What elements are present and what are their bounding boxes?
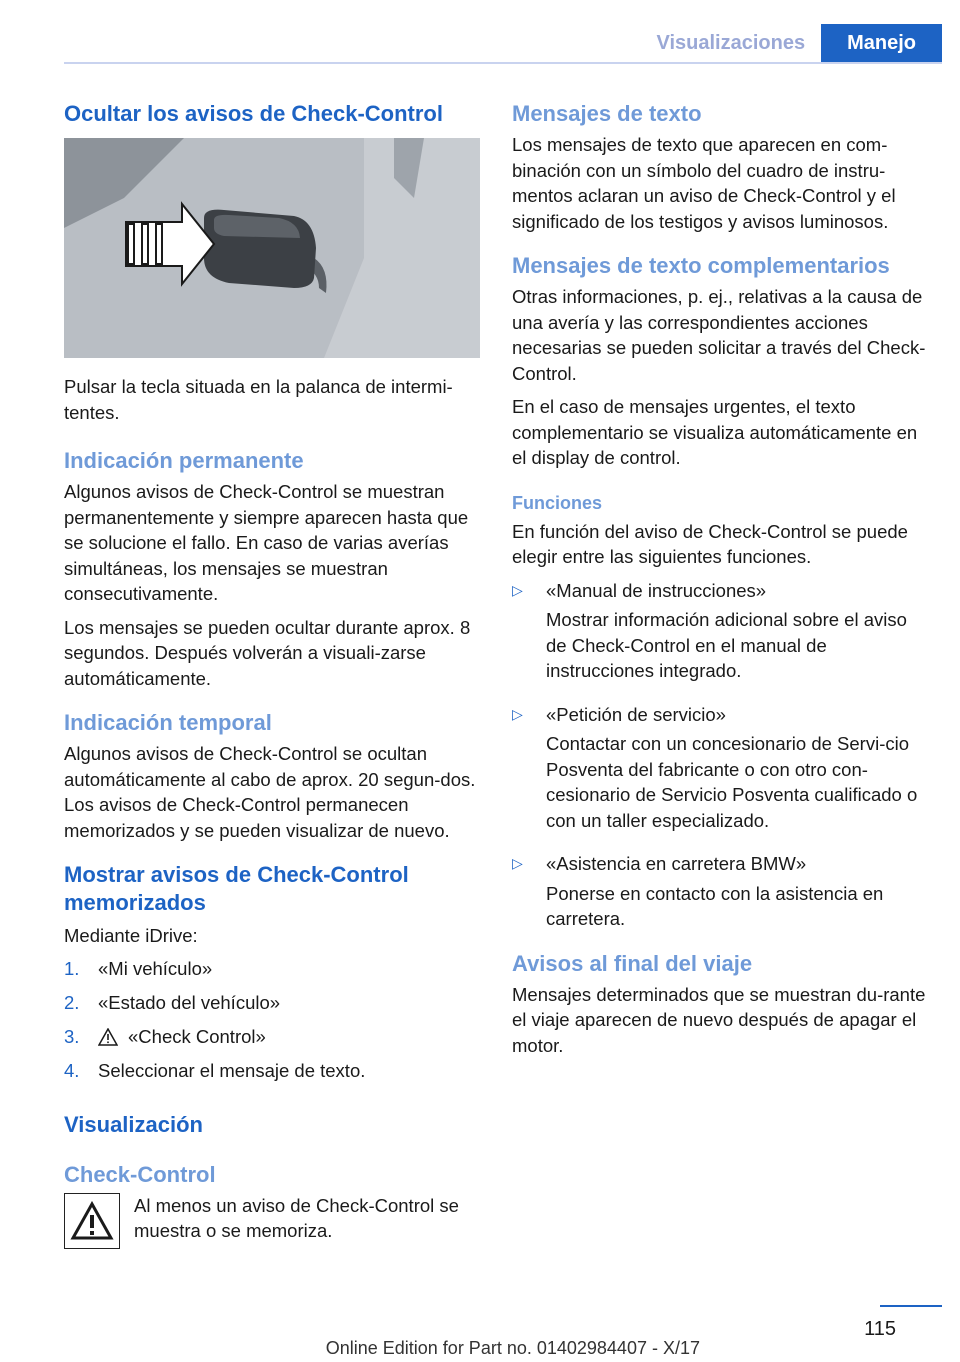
temporal-paragraph: Algunos avisos de Check-Control se ocultan automáticamente al cabo de aprox. 20 segun-dos. Los avisos de Check-Control permanecen memorizados y se pueden visualizar de nuevo. [64,743,476,841]
end-of-trip-paragraph: Mensajes determinados que se muestran du-rante el viaje aparecen de nuevo después de apagar el motor. [512,983,926,1056]
right-column [512,100,932,1066]
step-text: «Mi vehículo» [98,957,213,979]
page-number: 115 [864,1318,896,1340]
list-item [64,957,480,981]
checkcontrol-warning-row [64,1193,480,1249]
step-text: «Estado del vehículo» [98,991,281,1013]
function-description: Contactar con un concesionario de Servi-cio Posventa del fabricante o con otro con-cesionario de Servicio Posventa cualificado o con un taller especializado. [546,733,918,831]
permanent-paragraph-2: Los mensajes se pueden ocultar durante aprox. 8 segundos. Después volverán a visuali-zarse automáticamente. [64,616,471,689]
step-number: 2. [64,991,80,1013]
function-description: Mostrar información adicional sobre el aviso de Check-Control en el manual de instrucciones integrado. [546,609,907,681]
supplementary-paragraph-1: Otras informaciones, p. ej., relativas a la causa de una avería y las correspondientes acciones necesarias se pueden solicitar a través del Check-Control. [512,286,926,384]
hide-warnings-heading: Ocultar los avisos de Check-Control [64,101,443,126]
tab-manejo[interactable]: Manejo [821,24,942,62]
edition-footer: Online Edition for Part no. 01402984407 - X/17 [325,1338,700,1358]
idrive-steps-list [64,957,480,1083]
warning-triangle-icon [98,1025,118,1049]
supplementary-paragraph-2: En el caso de mensajes urgentes, el texto complementario se visualiza automáticamente en el display de control. [512,396,918,468]
functions-heading: Funciones [512,492,603,513]
function-description: Ponerse en contacto con la asistencia en carretera. [546,882,884,929]
header-divider [64,62,942,64]
show-stored-heading: Mostrar avisos de Check-Control memorizados [64,862,409,915]
temporal-heading: Indicación temporal [64,710,272,735]
list-item [64,1059,480,1083]
functions-list [512,578,932,936]
checkcontrol-text: Al menos un aviso de Check-Control se muestra o se memoriza. [134,1194,459,1241]
checkcontrol-heading: Check-Control [64,1161,216,1187]
functions-paragraph: En función del aviso de Check-Control se puede elegir entre las siguientes funciones. [512,520,908,567]
turn-signal-lever-image [64,138,480,358]
list-item [64,1025,480,1049]
triangle-bullet-icon: ▷ [512,855,523,871]
step-number: 4. [64,1059,80,1081]
step-number: 3. [64,1025,80,1047]
triangle-bullet-icon: ▷ [512,705,523,722]
supplementary-heading: Mensajes de texto complementarios [512,253,890,278]
text-messages-heading: Mensajes de texto [512,101,702,126]
permanent-heading: Indicación permanente [64,448,304,473]
tab-visualizaciones[interactable]: Visualizaciones [656,32,806,54]
function-title: «Asistencia en carretera BMW» [546,853,807,874]
show-stored-intro: Mediante iDrive: [64,925,198,946]
list-item [64,991,480,1015]
step-text: «Check Control» [128,1025,266,1047]
header-tabs [641,24,943,62]
footer-divider [880,1305,942,1307]
step-text: Seleccionar el mensaje de texto. [98,1059,366,1081]
list-item [512,578,932,688]
end-of-trip-heading: Avisos al final del viaje [512,950,753,976]
text-messages-paragraph: Los mensajes de texto que aparecen en com-binación con un símbolo del cuadro de instru-mentos aclaran un aviso de Check-Control y el significado de los testigos y avisos luminosos. [512,134,896,232]
list-item [512,702,932,838]
function-title: «Manual de instrucciones» [546,579,767,601]
list-item [512,851,932,936]
display-heading: Visualización [64,1111,203,1137]
step-number: 1. [64,957,80,979]
left-column [64,100,480,1249]
hide-warnings-text: Pulsar la tecla situada en la palanca de intermi-tentes. [64,376,453,423]
warning-triangle-icon [64,1193,120,1249]
function-title: «Petición de servicio» [546,703,726,725]
permanent-paragraph-1: Algunos avisos de Check-Control se muestran permanentemente y siempre aparecen hasta que se solucione el fallo. En caso de varias averías simultáneas, los mensajes se muestran consecutivamente. [64,481,469,604]
triangle-bullet-icon: ▷ [512,581,523,598]
